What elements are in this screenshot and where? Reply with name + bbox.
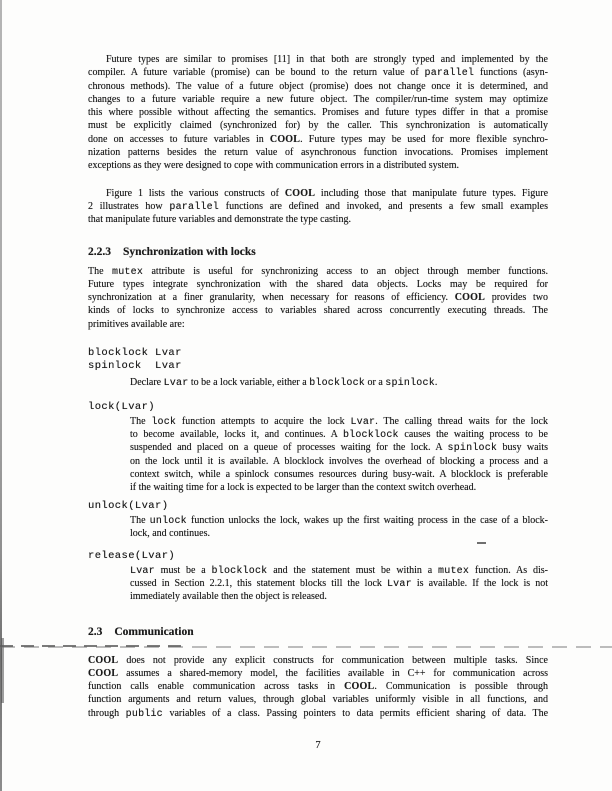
text-segment: Declare (130, 377, 164, 389)
text-segment: function calls enable communication across tasks in (88, 681, 345, 693)
text-line (88, 707, 548, 720)
text-segment: function attempts to acquire the lock (176, 415, 351, 427)
text-segment: . (434, 377, 438, 389)
text-line (88, 680, 548, 693)
section-title: Synchronization with locks (123, 245, 256, 258)
text-segment: on the lock until it is available. A blocklock involves the overhead of blocking a process and a (130, 455, 548, 467)
text-line (130, 527, 548, 540)
text-line (130, 441, 548, 454)
inline-code: mutex (438, 565, 470, 577)
text-segment: if the waiting time for a lock is expected to be larger than the context switch overhead. (130, 482, 477, 494)
text-segment: The (88, 265, 113, 277)
text-segment: assumes a shared-memory model, the facilities available in C++ for communication across (118, 667, 548, 679)
text-segment: through (88, 707, 126, 719)
text-segment: to be a lock variable, either a (188, 377, 310, 389)
text-segment: The (130, 415, 152, 427)
paragraph (130, 376, 548, 389)
text-segment: exceptions as they were designed to cope with communication errors in a distributed system. (88, 160, 460, 172)
text-segment: 2 illustrates how (88, 200, 170, 212)
inline-code: spinlock (385, 378, 435, 390)
text-line (88, 291, 548, 304)
bold-text: COOL (88, 667, 119, 679)
section-heading (88, 245, 548, 259)
text-line (88, 133, 548, 146)
text-segment: attribute is useful for synchronizing access to an object through member functions. (143, 265, 549, 277)
text-line (88, 93, 548, 106)
inline-code: blocklock (211, 565, 268, 577)
text-segment: Future types integrate synchronization with the shared data objects. Locks may be required for (88, 278, 548, 290)
inline-code: blocklock (342, 429, 399, 441)
text-segment: kinds of locks to synchronize access to variables shared across concurrently executing threads. The (88, 305, 548, 317)
text-segment: Future types are similar to promises [11] in that both are strongly typed and implemented by the (106, 54, 548, 65)
text-line (130, 455, 548, 468)
section-number: 2.3 (88, 625, 103, 638)
inline-code: Lvar (163, 378, 189, 390)
inline-code: Lvar (350, 416, 376, 428)
text-segment: variables of a class. Passing pointers to data permits efficient sharing of data. The (162, 707, 549, 719)
code-label: release(Lvar) (88, 550, 176, 563)
text-segment: chronous methods). The value of a future object (promise) does not change once it is determined, and (88, 80, 548, 92)
scan-edge-dark-artifact (1, 638, 4, 703)
inline-code: Lvar (386, 578, 412, 590)
text-segment: function unlocks the lock, wakes up the first waiting process in the case of a block- (186, 514, 549, 526)
code-line: spinlock Lvar (88, 360, 182, 373)
text-segment: function. As dis- (469, 564, 549, 576)
text-segment: . Communication is possible through (374, 681, 548, 693)
paragraph (88, 187, 548, 227)
text-segment: to become available, locks it, and continues. A (130, 428, 343, 440)
text-line (88, 187, 548, 200)
inline-code: blocklock (309, 378, 365, 390)
text-line (88, 66, 548, 79)
text-line (88, 304, 548, 317)
text-line (130, 415, 548, 428)
code-line: blocklock Lvar (88, 347, 182, 360)
bold-text: COOL (454, 292, 486, 304)
text-segment: context switch, while a spinlock consumes resources during busy-wait. A blocklock is preferable (130, 468, 548, 480)
text-segment: suspended and placed on a queue of processes waiting for the lock. A (130, 442, 448, 454)
inline-code: parallel (169, 201, 219, 213)
text-line (130, 590, 548, 603)
text-segment: must be explicitly claimed (synchronized for) by the caller. This synchronization is automatically (88, 120, 548, 132)
text-line (88, 213, 548, 226)
text-segment: lock, and continues. (130, 528, 210, 540)
text-line (130, 376, 548, 389)
inline-code: mutex (112, 266, 144, 278)
paragraph (88, 654, 548, 720)
text-segment: including those that manipulate future types. Figure (315, 187, 549, 199)
paragraph (130, 514, 548, 541)
section-heading (88, 625, 548, 639)
inline-code: unlock (149, 515, 187, 527)
text-segment: primitives available are: (88, 318, 185, 330)
text-line (88, 53, 548, 66)
text-segment: synchronization at a finer granularity, when necessary for reasons of efficiency. (88, 292, 455, 304)
text-segment: is available. If the lock is not (411, 577, 549, 589)
text-segment: must be a (154, 564, 212, 576)
text-line (88, 200, 548, 213)
text-line (130, 468, 548, 481)
text-segment: done on accesses to future variables in (88, 133, 270, 145)
code-label: unlock(Lvar) (88, 500, 169, 513)
bold-text: COOL (284, 187, 316, 199)
text-segment: Figure 1 lists the various constructs of (106, 187, 285, 199)
code-block (88, 347, 548, 373)
paragraph (88, 265, 548, 331)
text-segment: that manipulate future variables and demonstrate the type casting. (88, 214, 351, 226)
text-segment: causes the waiting process to be (398, 428, 548, 440)
bold-text: COOL (344, 681, 375, 693)
bold-text: COOL (88, 654, 119, 666)
text-segment: functions are defined and invoked, and presents a few small examples (219, 200, 548, 212)
text-segment: compiler. A future variable (promise) can be bound to the return value of (88, 67, 425, 79)
paragraph (130, 564, 548, 604)
text-segment: . The calling thread waits for the lock (375, 415, 548, 427)
text-segment: immediately available then the object is released. (130, 591, 327, 603)
paragraph (88, 53, 548, 173)
inline-code: parallel (424, 68, 475, 80)
text-line (88, 667, 548, 680)
text-segment: or a (365, 377, 386, 389)
text-line (88, 265, 548, 278)
bold-text: COOL (269, 133, 301, 145)
text-line (88, 318, 548, 331)
inline-code: public (125, 708, 163, 720)
section-number: 2.2.3 (88, 245, 111, 258)
text-segment: cussed in Section 2.2.1, this statement blocks till the lock (130, 577, 387, 589)
text-segment: this where possible without affecting the semantics. Promises and future types differ in that a promise (88, 107, 548, 119)
text-line (88, 278, 548, 291)
text-segment: does not provide any explicit constructs for communication between multiple tasks. Since (118, 654, 548, 666)
text-segment: function arguments and return values, through global variables uniformly visible in all functions, and (88, 694, 548, 706)
text-line (130, 514, 548, 527)
text-segment: functions (asyn- (474, 67, 548, 79)
text-segment: The (130, 514, 150, 526)
text-line (88, 106, 548, 119)
text-segment: . Future types may be used for more flexible synchro- (300, 133, 548, 145)
text-line (88, 693, 548, 706)
inline-code: spinlock (447, 443, 498, 455)
text-line (130, 577, 548, 590)
text-line (88, 80, 548, 93)
text-line (88, 159, 548, 172)
text-segment: busy waits (497, 442, 548, 454)
document-body (88, 53, 548, 720)
inline-code: Lvar (130, 565, 155, 577)
text-line (88, 119, 548, 132)
section-title: Communication (114, 625, 194, 638)
text-segment: provides two (485, 292, 548, 304)
inline-code: lock (151, 416, 177, 428)
text-line (130, 564, 548, 577)
page-number: 7 (315, 740, 321, 751)
paragraph (130, 415, 548, 495)
text-segment: and the statement must be within a (267, 564, 439, 576)
text-segment: nization patterns besides the return value of asynchronous function invocations. Promises implement (88, 147, 548, 159)
text-line (130, 481, 548, 494)
text-line (88, 146, 548, 159)
text-segment: changes to a future variable require a new future object. The compiler/run-time system may optimize (88, 93, 548, 105)
text-line (88, 654, 548, 667)
code-label: lock(Lvar) (88, 401, 156, 414)
text-line (130, 428, 548, 441)
